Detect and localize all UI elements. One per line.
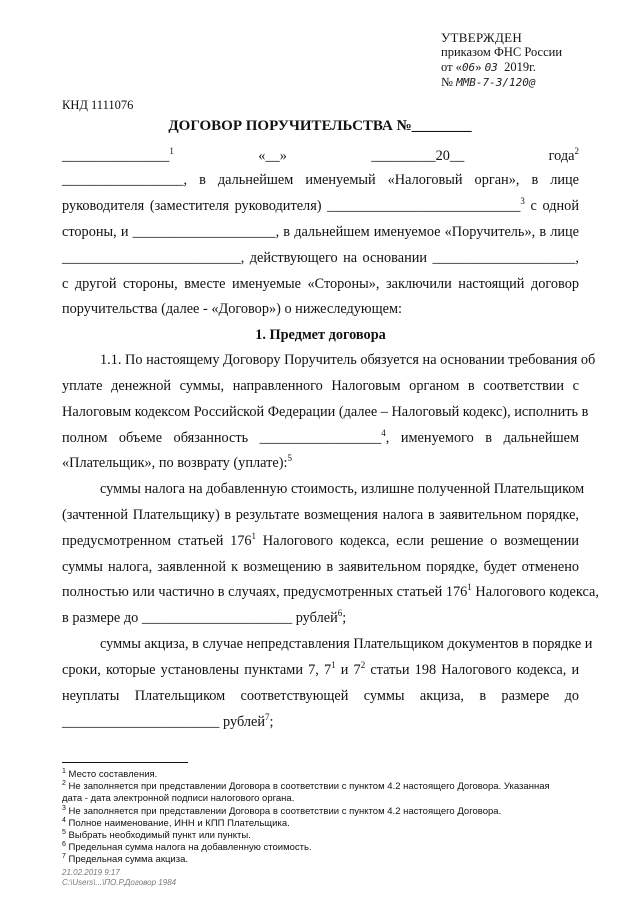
footnote: $^3$ Не заполняется при представлении Договора в соответствии с пунктом 4.2 настоящего Договора. [62,804,502,817]
text-line: неуплаты Плательщиком соответствующей суммы акциза, в размере до [62,688,579,704]
text-line: _________________, в дальнейшем именуемый «Налоговый орган», в лице [62,172,579,188]
approval-title: УТВЕРЖДЕН [441,30,523,45]
text-line: Налоговым кодексом Российской Федерации (далее – Налоговый кодекс), исполнить в [62,404,589,420]
text-line: 1.1. По настоящему Договору Поручитель обязуется на основании требования об [100,352,596,368]
text-line: поручительства (далее - «Договор») о нижеследующем: [62,301,402,317]
text-line: предусмотренном статьей $176^1$ Налогового кодекса, если решение о возмещении [62,531,580,549]
approval-stamp [441,30,562,90]
document-title: ДОГОВОР ПОРУЧИТЕЛЬСТВА №________ [168,118,472,134]
text-line: «Плательщик», по возврату (уплате):$^5$ [62,453,292,471]
approval-order: приказом ФНС России [441,45,563,59]
footnote: $^4$ Полное наименование, ИНН и КПП Плательщика. [62,816,290,829]
text-line: сроки, которые установлены пунктами 7, $7^1$ и $7^2$ статьи 198 Налогового кодекса, и [62,660,580,678]
footnote: $^7$ Предельная сумма акциза. [62,852,189,865]
footnote: $^2$ Не заполняется при представлении Договора в соответствии с пунктом 4.2 настоящего Договора. Указанная [62,779,550,792]
approval-number: № ММВ-7-3/120@ [441,75,536,89]
print-timestamp: 21.02.2019 9:17 [62,868,120,877]
text-line: с другой стороны, вместе именуемые «Стороны», заключили настоящий договор [62,276,579,292]
footnote-divider [62,762,188,763]
text-line: уплате денежной суммы, направленного Налоговым органом в соответствии с [62,378,579,394]
footnote: $^5$ Выбрать необходимый пункт или пункты. [62,828,251,841]
file-path: С:\Users\...\ПО.Р.Договор 1984 [62,878,177,887]
text-line: _________________________, действующего на основании ____________________, [62,250,579,266]
text-line: суммы налога, заявленной к возмещению в заявительном порядке, будет отменено [62,559,579,575]
text-line: _______________$^1$ «__» _________20__ года$^2$ [62,146,580,164]
text-line: руководителя (заместителя руководителя) ___________________________$^3$ с одной [62,196,579,214]
footnote: дата - дата электронной подписи налогового органа. [62,793,295,804]
text-line: полном объеме обязанность _________________$^4$, именуемого в дальнейшем [62,428,579,446]
knd-code: КНД 1111076 [62,98,134,112]
text-line: ______________________ рублей$^7$; [62,712,274,730]
text-line: (зачтенной Плательщику) в результате возмещения налога в заявительном порядке, [62,507,579,523]
text-line: суммы налога на добавленную стоимость, излишне полученной Плательщиком [100,481,585,497]
approval-date: от «06» 03 2019г. [441,60,536,74]
section-heading: 1. Предмет договора [255,327,386,343]
text-line: суммы акциза, в случае непредставления Плательщиком документов в порядке и [100,636,593,652]
footnote: $^6$ Предельная сумма налога на добавленную стоимость. [62,840,312,853]
text-line: в размере до _____________________ рублей$^6$; [62,608,347,626]
text-line: стороны, и ____________________, в дальнейшем именуемое «Поручитель», в лице [62,224,579,240]
footnote: $^1$ Место составления. [62,767,158,780]
text-line: полностью или частично в случаях, предусмотренных статьей $176^1$ Налогового кодекса, [62,582,599,600]
